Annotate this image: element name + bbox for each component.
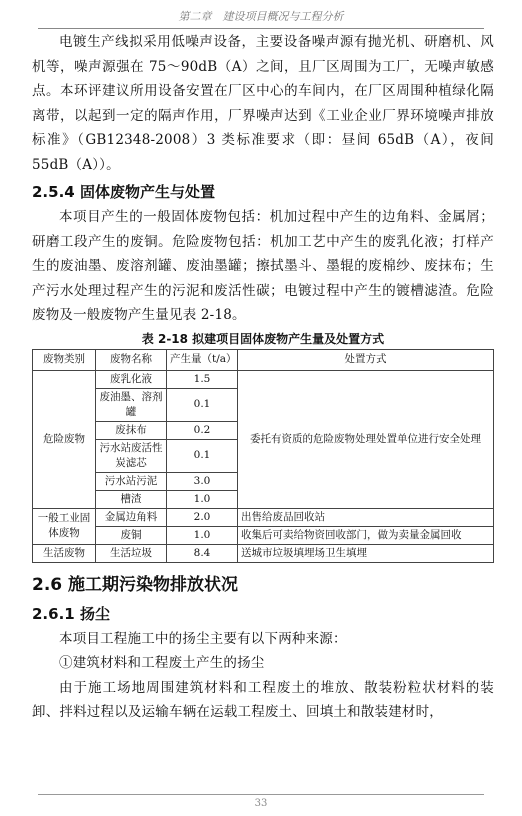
waste-name: 金属边角料 xyxy=(96,508,167,526)
waste-disposal: 出售给废品回收站 xyxy=(238,508,494,526)
table-header-row xyxy=(33,349,494,370)
solid-waste-table xyxy=(32,349,494,563)
section-heading-2-6-1 xyxy=(32,601,494,627)
waste-amount: 1.5 xyxy=(167,370,238,388)
section-heading-2-5-4 xyxy=(32,179,494,205)
waste-amount: 0.1 xyxy=(167,439,238,472)
waste-name: 废油墨、溶剂罐 xyxy=(96,388,167,421)
waste-name: 废乳化液 xyxy=(96,370,167,388)
header-amount: 产生量（t/a） xyxy=(167,349,238,370)
section-title: 扬尘 xyxy=(79,604,110,623)
paragraph-dust-intro: 本项目工程施工中的扬尘主要有以下两种来源： xyxy=(59,630,347,647)
waste-amount: 0.2 xyxy=(167,421,238,439)
waste-disposal: 送城市垃圾填埋场卫生填埋 xyxy=(238,544,494,562)
waste-amount: 3.0 xyxy=(167,472,238,490)
table-caption: 表 2-18 拟建项目固体废物产生量及处置方式 xyxy=(141,331,385,346)
waste-name: 污水站污泥 xyxy=(96,472,167,490)
waste-disposal: 收集后可卖给物资回收部门，做为卖量金属回收 xyxy=(238,526,494,544)
waste-amount: 8.4 xyxy=(167,544,238,562)
table-row xyxy=(33,370,494,388)
waste-name: 废抹布 xyxy=(96,421,167,439)
page-number: 33 xyxy=(254,798,268,809)
category-general: 一般工业固体废物 xyxy=(33,508,96,544)
waste-name: 污水站废活性炭滤芯 xyxy=(96,439,167,472)
header-disposal: 处置方式 xyxy=(238,349,494,370)
header-category: 废物类别 xyxy=(33,349,96,370)
waste-amount: 1.0 xyxy=(167,526,238,544)
section-number: 2.6.1 xyxy=(32,604,75,623)
section-number: 2.5.4 xyxy=(32,183,75,201)
page-footer xyxy=(38,794,484,809)
paragraph-solid-waste: 本项目产生的一般固体废物包括：机加过程中产生的边角料、金属屑；研磨工段产生的废铜。危险废物包括：机加工艺中产生的废乳化液；打样产生的废油墨、废溶剂罐、废油墨罐；擦拭墨斗、墨辊的废棉纱、废抹布；生产污水处理过程产生的污泥和废活性碳；电镀过程中产生的镀槽滤渣。危险废物及一般废物产生量见表 2-18。 xyxy=(32,209,494,323)
table-row xyxy=(33,544,494,562)
category-domestic: 生活废物 xyxy=(33,544,96,562)
waste-name: 槽渣 xyxy=(96,490,167,508)
paragraph-noise: 电镀生产线拟采用低噪声设备，主要设备噪声源有抛光机、研磨机、风机等，噪声源强在 75～90dB（A）之间，且厂区周围为工厂，无噪声敏感点。本环评建议所用设备安置在厂区中心的车间内，在厂区周围种植绿化隔离带，以起到一定的隔声作用，厂界噪声达到《工业企业厂界环境噪声排放标准》（GB12348-2008）3 类标准要求（即：昼间 65dB（A），夜间 55dB（A））。 xyxy=(32,34,494,173)
waste-name: 生活垃圾 xyxy=(96,544,167,562)
waste-amount: 0.1 xyxy=(167,388,238,421)
section-number: 2.6 xyxy=(32,574,63,595)
section-title: 固体废物产生与处置 xyxy=(79,183,215,201)
waste-amount: 2.0 xyxy=(167,508,238,526)
waste-amount: 1.0 xyxy=(167,490,238,508)
page-content xyxy=(32,30,494,725)
running-title: 第二章 建设项目概况与工程分析 xyxy=(178,10,344,23)
paragraph-dust-detail: 由于施工场地周围建筑材料和工程废土的堆放、散装粉粒状材料的装 卸、拌料过程以及运输车辆在运载工程废土、回填土和散装建材时， xyxy=(32,679,494,720)
disposal-hazardous: 委托有资质的危险废物处理处置单位进行安全处理 xyxy=(238,370,494,508)
section-title: 施工期污染物排放状况 xyxy=(68,574,239,595)
table-row xyxy=(33,508,494,526)
category-hazardous: 危险废物 xyxy=(33,370,96,508)
waste-name: 废铜 xyxy=(96,526,167,544)
section-heading-2-6 xyxy=(32,571,494,599)
running-header xyxy=(38,0,484,29)
paragraph-dust-item-1: ①建筑材料和工程废土产生的扬尘 xyxy=(59,655,265,671)
table-row xyxy=(33,526,494,544)
header-name: 废物名称 xyxy=(96,349,167,370)
